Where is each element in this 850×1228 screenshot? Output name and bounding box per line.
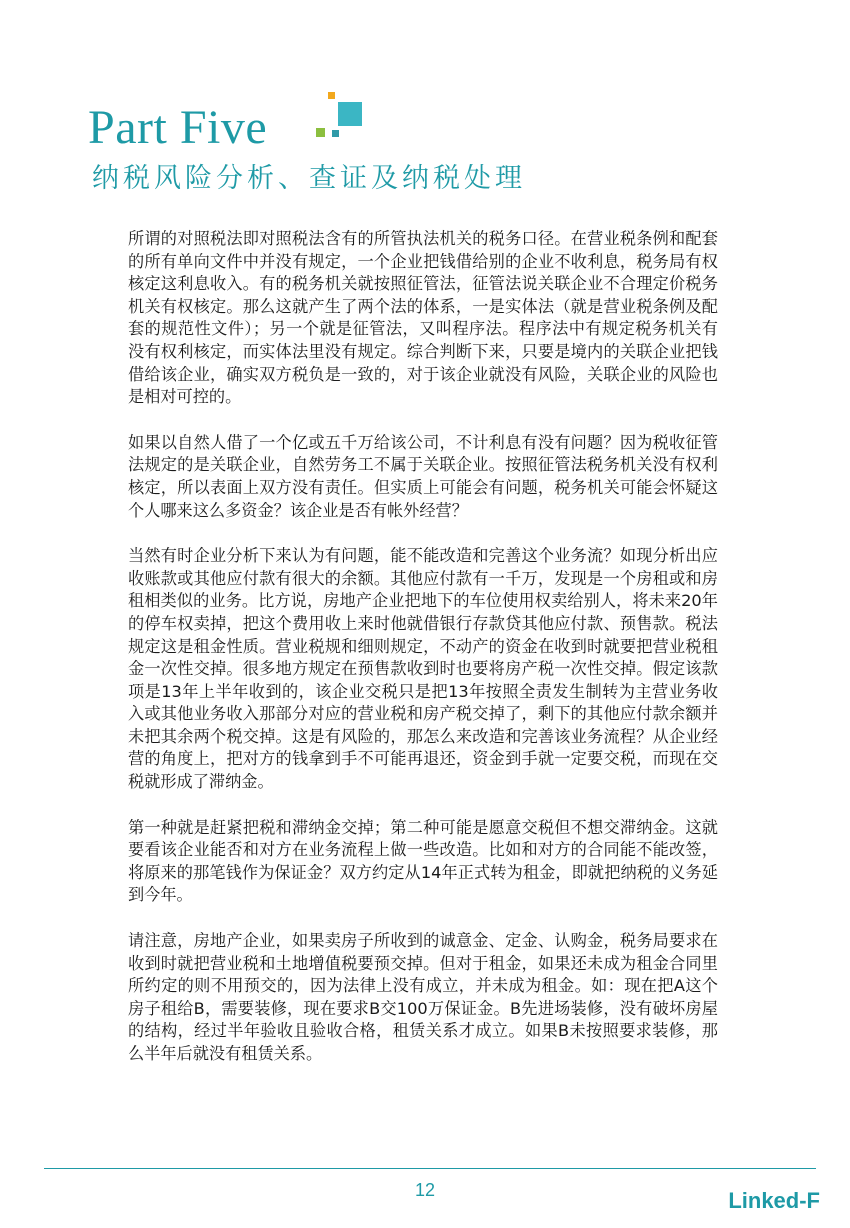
green-square-icon: [316, 128, 325, 137]
small-teal-square-icon: [332, 130, 339, 137]
squares-logo-icon: [316, 92, 366, 144]
paragraph-5: 请注意，房地产企业，如果卖房子所收到的诚意金、定金、认购金，税务局要求在收到时就把营业税和土地增值税要预交掉。但对于租金，如果还未成为租金合同里所约定的则不用预交的，因为法律上没有成立，并未成为租金。如：现在把A这个房子租给B，需要装修，现在要求B交100万保证金。B先进场装修，没有破坏房屋的结构，经过半年验收且验收合格，租赁关系才成立。如果B未按照要求装修，那么半年后就没有租赁关系。: [128, 931, 718, 1063]
orange-square-icon: [328, 92, 335, 99]
section-subtitle: 纳税风险分析、查证及纳税处理: [92, 163, 526, 194]
body-text: [128, 228, 718, 1089]
paragraph-4: 第一种就是赶紧把税和滞纳金交掉；第二种可能是愿意交税但不想交滞纳金。这就要看该企业能否和对方在业务流程上做一些改造。比如和对方的合同能不能改签，将原来的那笔钱作为保证金？双方约定从14年正式转为租金，即就把纳税的义务延到今年。: [128, 817, 718, 905]
paragraph-3: 当然有时企业分析下来认为有问题，能不能改造和完善这个业务流？如现分析出应收账款或其他应付款有很大的余额。其他应付款有一千万，发现是一个房租或和房租相类似的业务。比方说，房地产企业把地下的车位使用权卖给别人，将未来20年的停车权卖掉，把这个费用收上来时他就借银行存款贷其他应付款、预售款。税法规定这是租金性质。营业税规和细则规定，不动产的资金在收到时就要把营业税租金一次性交掉。很多地方规定在预售款收到时也要将房产税一次性交掉。假定该款项是13年上半年收到的，该企业交税只是把13年按照全责发生制转为主营业务收入或其他业务收入那部分对应的营业税和房产税交掉了，剩下的其他应付款余额并未把其余两个税交掉。这是有风险的，那怎么来改造和完善该业务流程？从企业经营的角度上，把对方的钱拿到手不可能再退还，资金到手就一定要交税，而现在交税就形成了滞纳金。: [128, 546, 718, 792]
section-header: [88, 88, 788, 208]
paragraph-2: 如果以自然人借了一个亿或五千万给该公司，不计利息有没有问题？因为税收征管法规定的是关联企业，自然劳务工不属于关联企业。按照征管法税务机关没有权利核定，所以表面上双方没有责任。但实质上可能会有问题，税务机关可能会怀疑这个人哪来这么多资金？该企业是否有帐外经营？: [128, 432, 718, 520]
footer-divider: [44, 1168, 816, 1169]
part-title: Part Five: [88, 101, 268, 154]
teal-square-icon: [338, 102, 362, 126]
paragraph-1: 所谓的对照税法即对照税法含有的所管执法机关的税务口径。在营业税条例和配套的所有单向文件中并没有规定，一个企业把钱借给别的企业不收利息，税务局有权核定这利息收入。有的税务机关就按照征管法，征管法说关联企业不合理定价税务机关有权核定。那么这就产生了两个法的体系，一是实体法（就是营业税条例及配套的规范性文件）；另一个就是征管法，又叫程序法。程序法中有规定税务机关有没有权利核定，而实体法里没有规定。综合判断下来，只要是境内的关联企业把钱借给该企业，确实双方税负是一致的，对于该企业就没有风险，关联企业的风险也是相对可控的。: [128, 229, 718, 407]
page-number: 12: [414, 1180, 436, 1200]
brand-logo: Linked-F: [728, 1188, 820, 1213]
